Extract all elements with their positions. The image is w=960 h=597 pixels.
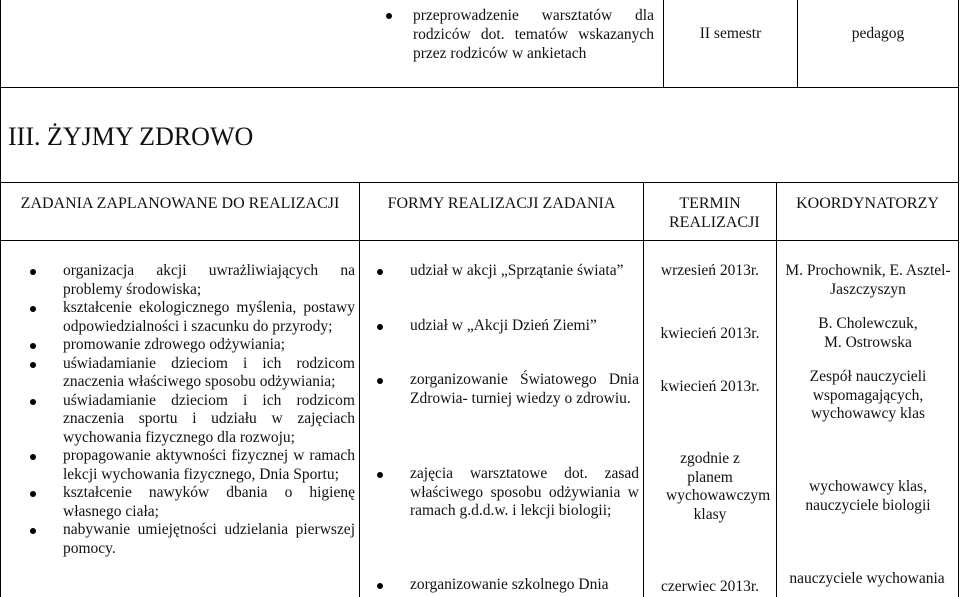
term-3: kwiecień 2013r.	[660, 378, 760, 395]
top-row-term: II semestr	[699, 25, 762, 42]
top-row-bottom-border	[0, 87, 959, 88]
col-divider-1	[359, 182, 360, 597]
list-item: zajęcia warsztatowe dot. zasad właściwego sposobu odżywiania w ramach g.d.d.w. i lekcji biologii;	[377, 465, 639, 521]
list-item: uświadamianie dzieciom i ich rodzicom znaczenia sportu i udziału w zajęciach wychowania fizycznego dla rozwoju;	[30, 392, 355, 448]
table-border-right	[958, 0, 959, 597]
header-row-bottom-border	[0, 240, 959, 241]
list-item: organizacja akcji uwrażliwiających na problemy środowiska;	[30, 262, 355, 299]
list-item: udział w akcji „Sprzątanie świata”	[377, 262, 639, 281]
coordinator-2: B. Cholewczuk, M. Ostrowska	[818, 315, 918, 351]
form-item-4	[377, 465, 639, 521]
term-1: wrzesień 2013r.	[660, 262, 760, 279]
list-item: promowanie zdrowego odżywiania;	[30, 336, 355, 355]
coordinator-4: wychowawcy klas, nauczyciele biologii	[805, 478, 931, 514]
list-item: udział w „Akcji Dzień Ziemi”	[377, 317, 639, 336]
table-border-left	[0, 0, 1, 597]
header-forms: FORMY REALIZACJI ZADANIA	[387, 195, 616, 212]
top-row-coordinator: pedagog	[851, 25, 905, 42]
list-item: kształcenie nawyków dbania o higienę własnego ciała;	[30, 484, 355, 521]
list-item: zorganizowanie szkolnego Dnia	[377, 576, 639, 595]
list-item: przeprowadzenie warsztatów dla rodziców dot. tematów wskazanych przez rodziców w ankietach	[386, 6, 654, 63]
term-2: kwiecień 2013r.	[660, 325, 760, 342]
tasks-cell	[30, 262, 355, 558]
top-row-item-cell	[386, 6, 654, 63]
form-item-1	[377, 262, 639, 281]
header-row-top-border	[0, 182, 959, 183]
top-row-list	[386, 6, 654, 63]
list-item: propagowanie aktywności fizycznej w ramach lekcji wychowania fizycznego, Dnia Sportu;	[30, 447, 355, 484]
top-col-divider-1	[663, 0, 664, 87]
coordinator-1: M. Prochownik, E. Asztel-Jaszczyszyn	[785, 262, 951, 298]
section-title: III. ŻYJMY ZDROWO	[8, 122, 254, 151]
col-divider-3	[776, 182, 777, 597]
form-item-5	[377, 576, 639, 595]
list-item: nabywanie umiejętności udzielania pierwszej pomocy.	[30, 521, 355, 558]
list-item: kształcenie ekologicznego myślenia, postawy odpowiedzialności i szacunku do przyrody;	[30, 299, 355, 336]
term-4: zgodnie z planem wychowawczym klasy	[666, 450, 771, 523]
header-tasks: ZADANIA ZAPLANOWANE DO REALIZACJI	[20, 195, 340, 212]
list-item: zorganizowanie Światowego Dnia Zdrowia- turniej wiedzy o zdrowiu.	[377, 371, 639, 408]
form-item-3	[377, 371, 639, 408]
header-term: TERMIN REALIZACJI	[669, 195, 760, 231]
coordinator-5: nauczyciele wychowania	[789, 570, 945, 587]
top-col-divider-2	[797, 0, 798, 87]
form-item-2	[377, 317, 639, 336]
coordinator-3: Zespół nauczycieli wspomagających, wychowawcy klas	[809, 368, 927, 422]
header-coordinators: KOORDYNATORZY	[796, 195, 939, 212]
tasks-list	[30, 262, 355, 558]
term-5: czerwiec 2013r.	[660, 578, 760, 595]
list-item: uświadamianie dzieciom i ich rodzicom znaczenia właściwego sposobu odżywiania;	[30, 355, 355, 392]
